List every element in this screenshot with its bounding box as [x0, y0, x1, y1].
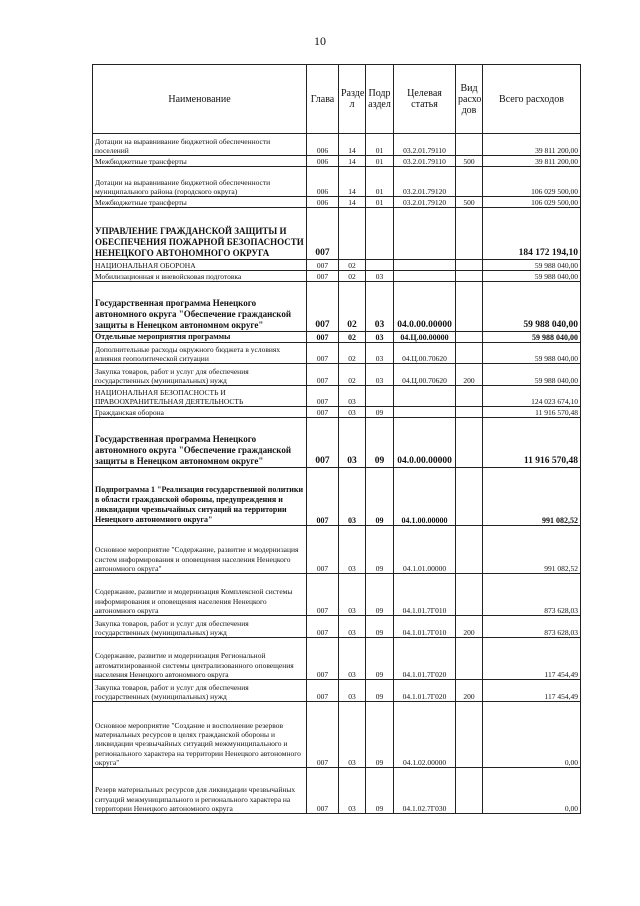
cell-glava: 007 — [307, 526, 339, 574]
cell-name: Государственная программа Ненецкого автономного округа "Обеспечение гражданской защиты в Ненецком автономном округе" — [93, 282, 307, 332]
cell-razdel: 14 — [339, 197, 366, 208]
cell-glava: 007 — [307, 418, 339, 468]
table-row — [93, 156, 581, 167]
cell-glava: 006 — [307, 197, 339, 208]
cell-razdel: 03 — [339, 526, 366, 574]
cell-vid — [456, 418, 483, 468]
cell-target — [394, 260, 456, 271]
cell-vid — [456, 386, 483, 407]
table-row — [93, 386, 581, 407]
header-glava: Глава — [307, 65, 339, 134]
cell-podrazdel: 09 — [366, 407, 394, 418]
table-row — [93, 343, 581, 364]
cell-glava: 007 — [307, 386, 339, 407]
cell-podrazdel: 03 — [366, 343, 394, 364]
cell-target: 04.1.01.7Г020 — [394, 638, 456, 680]
cell-glava: 007 — [307, 638, 339, 680]
cell-glava: 007 — [307, 468, 339, 526]
cell-target: 03.2.01.79110 — [394, 134, 456, 156]
cell-vid: 500 — [456, 197, 483, 208]
cell-total: 0,00 — [483, 768, 581, 814]
cell-target: 04.1.02.00000 — [394, 702, 456, 768]
cell-total: 117 454,49 — [483, 638, 581, 680]
table-row — [93, 208, 581, 260]
cell-podrazdel: 09 — [366, 702, 394, 768]
cell-razdel: 14 — [339, 167, 366, 197]
cell-vid — [456, 702, 483, 768]
table-row — [93, 332, 581, 343]
cell-name: Межбюджетные трансферты — [93, 156, 307, 167]
cell-target: 04.1.01.00000 — [394, 526, 456, 574]
cell-name: НАЦИОНАЛЬНАЯ БЕЗОПАСНОСТЬ И ПРАВООХРАНИТЕЛЬНАЯ ДЕЯТЕЛЬНОСТЬ — [93, 386, 307, 407]
cell-glava: 007 — [307, 702, 339, 768]
cell-name: Подпрограмма 1 "Реализация государственной политики в области гражданской обороны, предупреждения и ликвидации чрезвычайных ситуаций на территории Ненецкого автономного округа" — [93, 468, 307, 526]
cell-total: 124 023 674,10 — [483, 386, 581, 407]
cell-total: 184 172 194,10 — [483, 208, 581, 260]
cell-target — [394, 271, 456, 282]
cell-razdel: 02 — [339, 282, 366, 332]
table-row — [93, 407, 581, 418]
cell-glava: 007 — [307, 343, 339, 364]
cell-total: 873 628,03 — [483, 616, 581, 638]
cell-razdel: 02 — [339, 271, 366, 282]
table-body — [93, 134, 581, 814]
cell-target: 04.1.00.00000 — [394, 468, 456, 526]
cell-razdel: 03 — [339, 680, 366, 702]
table-row — [93, 364, 581, 386]
cell-podrazdel: 09 — [366, 468, 394, 526]
table-row — [93, 134, 581, 156]
table-row — [93, 468, 581, 526]
cell-total: 59 988 040,00 — [483, 343, 581, 364]
cell-target: 04.1.01.7Г010 — [394, 574, 456, 616]
cell-razdel — [339, 208, 366, 260]
header-vid: Вид расхо дов — [456, 65, 483, 134]
cell-glava: 007 — [307, 574, 339, 616]
cell-vid — [456, 574, 483, 616]
cell-total: 991 082,52 — [483, 468, 581, 526]
cell-razdel: 03 — [339, 468, 366, 526]
cell-vid — [456, 208, 483, 260]
cell-total: 106 029 500,00 — [483, 167, 581, 197]
cell-glava: 007 — [307, 407, 339, 418]
table-row — [93, 260, 581, 271]
cell-name: Резерв материальных ресурсов для ликвидации чрезвычайных ситуаций межмуниципального и регионального характера на территории Ненецкого автономного округа — [93, 768, 307, 814]
cell-total: 39 811 200,00 — [483, 156, 581, 167]
table-header-row — [93, 65, 581, 134]
cell-vid: 200 — [456, 364, 483, 386]
cell-target: 04.1.01.7Г020 — [394, 680, 456, 702]
cell-total: 0,00 — [483, 702, 581, 768]
cell-podrazdel: 09 — [366, 574, 394, 616]
cell-glava: 007 — [307, 332, 339, 343]
cell-podrazdel: 09 — [366, 526, 394, 574]
cell-podrazdel: 09 — [366, 680, 394, 702]
cell-glava: 007 — [307, 260, 339, 271]
cell-total: 59 988 040,00 — [483, 260, 581, 271]
cell-vid — [456, 260, 483, 271]
cell-name: Основное мероприятие "Создание и восполнение резервов материальных ресурсов в целях гражданской обороны и ликвидации чрезвычайных ситуаций межмуниципального и регионального характера на территории Ненецкого автономного округа" — [93, 702, 307, 768]
cell-target: 04.Ц.00.00000 — [394, 332, 456, 343]
cell-podrazdel: 03 — [366, 282, 394, 332]
table-row — [93, 282, 581, 332]
cell-name: Государственная программа Ненецкого автономного округа "Обеспечение гражданской защиты в Ненецком автономном округе" — [93, 418, 307, 468]
cell-total: 117 454,49 — [483, 680, 581, 702]
cell-name: Дотации на выравнивание бюджетной обеспеченности поселений — [93, 134, 307, 156]
cell-name: УПРАВЛЕНИЕ ГРАЖДАНСКОЙ ЗАЩИТЫ И ОБЕСПЕЧЕНИЯ ПОЖАРНОЙ БЕЗОПАСНОСТИ НЕНЕЦКОГО АВТОНОМНОГО ОКРУГА — [93, 208, 307, 260]
cell-razdel: 03 — [339, 702, 366, 768]
cell-razdel: 02 — [339, 260, 366, 271]
cell-name: Основное мероприятие "Содержание, развитие и модернизация систем информирования и оповещения населения Ненецкого автономного округа" — [93, 526, 307, 574]
cell-vid: 200 — [456, 680, 483, 702]
table-row — [93, 638, 581, 680]
cell-podrazdel: 09 — [366, 638, 394, 680]
cell-vid — [456, 271, 483, 282]
cell-target — [394, 386, 456, 407]
cell-glava: 007 — [307, 768, 339, 814]
table-row — [93, 167, 581, 197]
cell-podrazdel: 01 — [366, 167, 394, 197]
cell-total: 59 988 040,00 — [483, 271, 581, 282]
cell-name: НАЦИОНАЛЬНАЯ ОБОРОНА — [93, 260, 307, 271]
cell-name: Мобилизационная и вневойсковая подготовка — [93, 271, 307, 282]
cell-name: Отдельные мероприятия программы — [93, 332, 307, 343]
cell-razdel: 03 — [339, 407, 366, 418]
cell-razdel: 02 — [339, 364, 366, 386]
cell-podrazdel — [366, 386, 394, 407]
cell-target: 04.1.01.7Г010 — [394, 616, 456, 638]
cell-podrazdel: 09 — [366, 768, 394, 814]
cell-podrazdel: 01 — [366, 134, 394, 156]
cell-vid — [456, 526, 483, 574]
cell-razdel: 03 — [339, 638, 366, 680]
cell-vid — [456, 468, 483, 526]
table-row — [93, 680, 581, 702]
header-podrazdel: Подр аздел — [366, 65, 394, 134]
cell-vid: 200 — [456, 616, 483, 638]
cell-podrazdel: 01 — [366, 156, 394, 167]
page-number: 10 — [314, 34, 326, 48]
cell-podrazdel — [366, 208, 394, 260]
cell-target: 04.Ц.00.70620 — [394, 364, 456, 386]
cell-podrazdel: 09 — [366, 418, 394, 468]
cell-total: 59 988 040,00 — [483, 332, 581, 343]
cell-name: Дополнительные расходы окружного бюджета в условиях влияния геополитической ситуации — [93, 343, 307, 364]
table-row — [93, 197, 581, 208]
table-row — [93, 768, 581, 814]
header-target: Целевая статья — [394, 65, 456, 134]
cell-target — [394, 407, 456, 418]
cell-name: Закупка товаров, работ и услуг для обеспечения государственных (муниципальных) нужд — [93, 616, 307, 638]
cell-name: Содержание, развитие и модернизация Комплексной системы информирования и оповещения населения Ненецкого автономного округа — [93, 574, 307, 616]
cell-target: 04.Ц.00.70620 — [394, 343, 456, 364]
cell-glava: 007 — [307, 616, 339, 638]
cell-target: 03.2.01.79110 — [394, 156, 456, 167]
cell-name: Дотации на выравнивание бюджетной обеспеченности муниципального района (городского округа) — [93, 167, 307, 197]
cell-podrazdel: 09 — [366, 616, 394, 638]
cell-glava: 007 — [307, 364, 339, 386]
cell-vid — [456, 638, 483, 680]
cell-vid — [456, 332, 483, 343]
cell-glava: 006 — [307, 167, 339, 197]
cell-total: 59 988 040,00 — [483, 364, 581, 386]
cell-vid — [456, 282, 483, 332]
cell-total: 991 082,52 — [483, 526, 581, 574]
cell-vid — [456, 134, 483, 156]
cell-vid — [456, 768, 483, 814]
cell-podrazdel: 01 — [366, 197, 394, 208]
cell-target: 03.2.01.79120 — [394, 197, 456, 208]
cell-razdel: 03 — [339, 418, 366, 468]
cell-razdel: 03 — [339, 386, 366, 407]
table-row — [93, 271, 581, 282]
cell-vid — [456, 343, 483, 364]
cell-target: 04.1.02.7Г030 — [394, 768, 456, 814]
header-razdel: Разде л — [339, 65, 366, 134]
cell-glava: 006 — [307, 134, 339, 156]
cell-glava: 007 — [307, 271, 339, 282]
cell-vid: 500 — [456, 156, 483, 167]
cell-razdel: 02 — [339, 332, 366, 343]
cell-razdel: 14 — [339, 134, 366, 156]
cell-target: 04.0.00.00000 — [394, 282, 456, 332]
table-row — [93, 616, 581, 638]
cell-vid — [456, 167, 483, 197]
cell-total: 106 029 500,00 — [483, 197, 581, 208]
cell-glava: 007 — [307, 282, 339, 332]
cell-glava: 007 — [307, 208, 339, 260]
cell-razdel: 03 — [339, 768, 366, 814]
cell-total: 11 916 570,48 — [483, 407, 581, 418]
cell-name: Содержание, развитие и модернизация Региональной автоматизированной системы централизованного оповещения населения Ненецкого автономного округа — [93, 638, 307, 680]
cell-podrazdel — [366, 260, 394, 271]
budget-table — [92, 64, 581, 814]
cell-target: 04.0.00.00000 — [394, 418, 456, 468]
cell-podrazdel: 03 — [366, 364, 394, 386]
cell-total: 873 628,03 — [483, 574, 581, 616]
cell-razdel: 03 — [339, 616, 366, 638]
cell-total: 39 811 200,00 — [483, 134, 581, 156]
cell-podrazdel: 03 — [366, 271, 394, 282]
table-row — [93, 418, 581, 468]
cell-name: Закупка товаров, работ и услуг для обеспечения государственных (муниципальных) нужд — [93, 680, 307, 702]
cell-name: Гражданская оборона — [93, 407, 307, 418]
cell-total: 59 988 040,00 — [483, 282, 581, 332]
header-total: Всего расходов — [483, 65, 581, 134]
cell-glava: 007 — [307, 680, 339, 702]
cell-razdel: 03 — [339, 574, 366, 616]
cell-target — [394, 208, 456, 260]
cell-razdel: 02 — [339, 343, 366, 364]
cell-razdel: 14 — [339, 156, 366, 167]
cell-total: 11 916 570,48 — [483, 418, 581, 468]
table-row — [93, 526, 581, 574]
cell-name: Межбюджетные трансферты — [93, 197, 307, 208]
cell-podrazdel: 03 — [366, 332, 394, 343]
cell-target: 03.2.01.79120 — [394, 167, 456, 197]
table-row — [93, 574, 581, 616]
cell-glava: 006 — [307, 156, 339, 167]
header-name: Наименование — [93, 65, 307, 134]
cell-name: Закупка товаров, работ и услуг для обеспечения государственных (муниципальных) нужд — [93, 364, 307, 386]
table-row — [93, 702, 581, 768]
cell-vid — [456, 407, 483, 418]
